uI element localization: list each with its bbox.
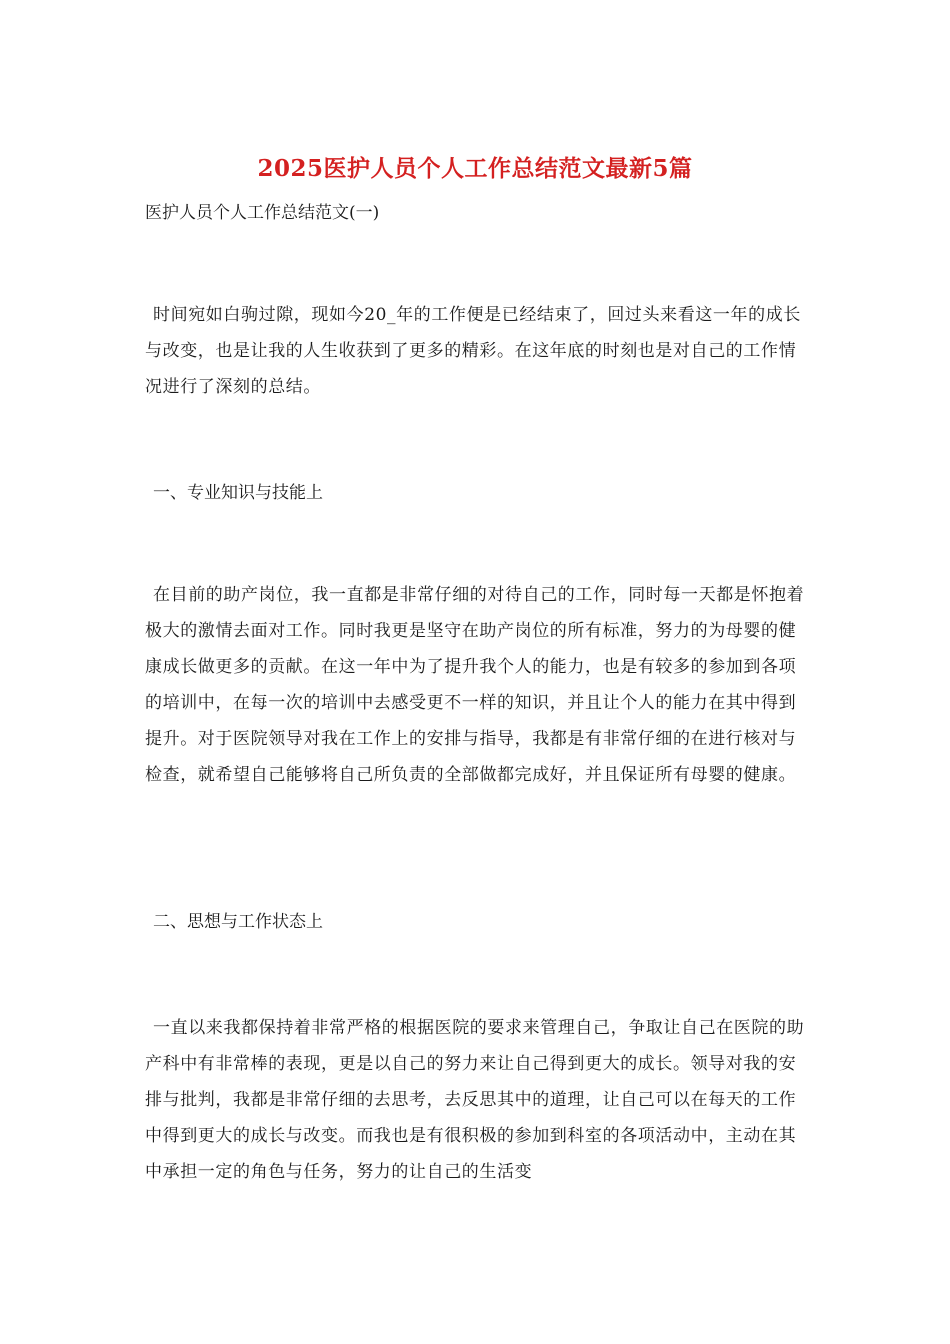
paragraph-intro: 时间宛如白驹过隙，现如今20_年的工作便是已经结束了，回过头来看这一年的成长与改变，也是让我的人生收获到了更多的精彩。在这年底的时刻也是对自己的工作情况进行了深刻的总结。 [145, 305, 801, 397]
section-heading-1: 一、专业知识与技能上 [153, 483, 323, 503]
paragraph-section-1: 在目前的助产岗位，我一直都是非常仔细的对待自己的工作，同时每一天都是怀抱着极大的激情去面对工作。同时我更是坚守在助产岗位的所有标准，努力的为母婴的健康成长做更多的贡献。在这一年中为了提升我个人的能力，也是有较多的参加到各项的培训中，在每一次的培训中去感受更不一样的知识，并且让个人的能力在其中得到提升。对于医院领导对我在工作上的安排与指导，我都是有非常仔细的在进行核对与检查，就希望自己能够将自己所负责的全部做都完成好，并且保证所有母婴的健康。 [145, 585, 805, 785]
document-title: 2025医护人员个人工作总结范文最新5篇 [257, 155, 693, 182]
document-subtitle: 医护人员个人工作总结范文(一) [145, 203, 380, 223]
section-heading-2: 二、思想与工作状态上 [153, 912, 323, 932]
paragraph-section-2: 一直以来我都保持着非常严格的根据医院的要求来管理自己，争取让自己在医院的助产科中有非常棒的表现，更是以自己的努力来让自己得到更大的成长。领导对我的安排与批判，我都是非常仔细的去思考，去反思其中的道理，让自己可以在每天的工作中得到更大的成长与改变。而我也是有很积极的参加到科室的各项活动中，主动在其中承担一定的角色与任务，努力的让自己的生活变 [145, 1018, 805, 1182]
